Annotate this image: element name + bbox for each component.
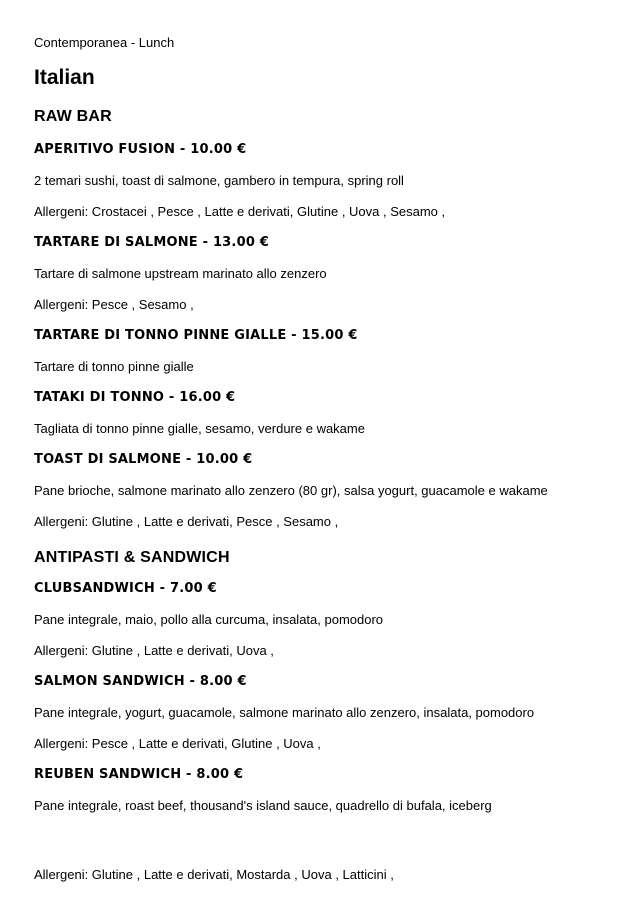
item-title: REUBEN SANDWICH - 8.00 € [34,767,244,782]
item-title: TATAKI DI TONNO - 16.00 € [34,390,236,405]
item-allergens: Allergeni: Crostacei , Pesce , Latte e derivati, Glutine , Uova , Sesamo , [34,204,446,219]
cut-off-text: Allergeni: Glutine , Latte e derivati, Mostarda , Uova , Latticini , [34,867,394,882]
menu-item [34,234,624,314]
menu-item [34,451,624,531]
menu-header: Contemporanea - Lunch [34,35,175,50]
cuisine-title: Italian [34,66,95,89]
item-title: TARTARE DI TONNO PINNE GIALLE - 15.00 € [34,328,358,343]
menu-item [34,673,624,753]
item-allergens: Allergeni: Pesce , Sesamo , [34,297,194,312]
item-title: APERITIVO FUSION - 10.00 € [34,142,247,157]
item-title: CLUBSANDWICH - 7.00 € [34,581,217,596]
item-description: 2 temari sushi, toast di salmone, gambero in tempura, spring roll [34,173,404,188]
menu-item [34,141,624,221]
section-raw-bar [34,103,624,531]
menu-item [34,389,624,438]
menu-item [34,580,624,660]
item-title: SALMON SANDWICH - 8.00 € [34,674,247,689]
menu-item [34,327,624,376]
menu-item [34,766,624,815]
item-description: Tartare di salmone upstream marinato allo zenzero [34,266,327,281]
section-title: RAW BAR [34,108,112,125]
item-description: Pane integrale, maio, pollo alla curcuma, insalata, pomodoro [34,612,384,627]
section-title: ANTIPASTI & SANDWICH [34,549,230,566]
item-allergens: Allergeni: Glutine , Latte e derivati, Uova , [34,643,274,658]
item-allergens: Allergeni: Glutine , Latte e derivati, Pesce , Sesamo , [34,514,339,529]
item-description: Tagliata di tonno pinne gialle, sesamo, verdure e wakame [34,421,365,436]
menu-page [34,34,624,828]
item-description: Tartare di tonno pinne gialle [34,359,194,374]
item-description: Pane integrale, yogurt, guacamole, salmone marinato allo zenzero, insalata, pomodoro [34,705,535,720]
cut-off-allergens [34,867,434,882]
item-description: Pane brioche, salmone marinato allo zenzero (80 gr), salsa yogurt, guacamole e wakame [34,483,548,498]
section-antipasti-sandwich [34,544,624,815]
item-allergens: Allergeni: Pesce , Latte e derivati, Glutine , Uova , [34,736,321,751]
item-title: TARTARE DI SALMONE - 13.00 € [34,235,270,250]
item-description: Pane integrale, roast beef, thousand's island sauce, quadrello di bufala, iceberg [34,798,492,813]
item-title: TOAST DI SALMONE - 10.00 € [34,452,253,467]
